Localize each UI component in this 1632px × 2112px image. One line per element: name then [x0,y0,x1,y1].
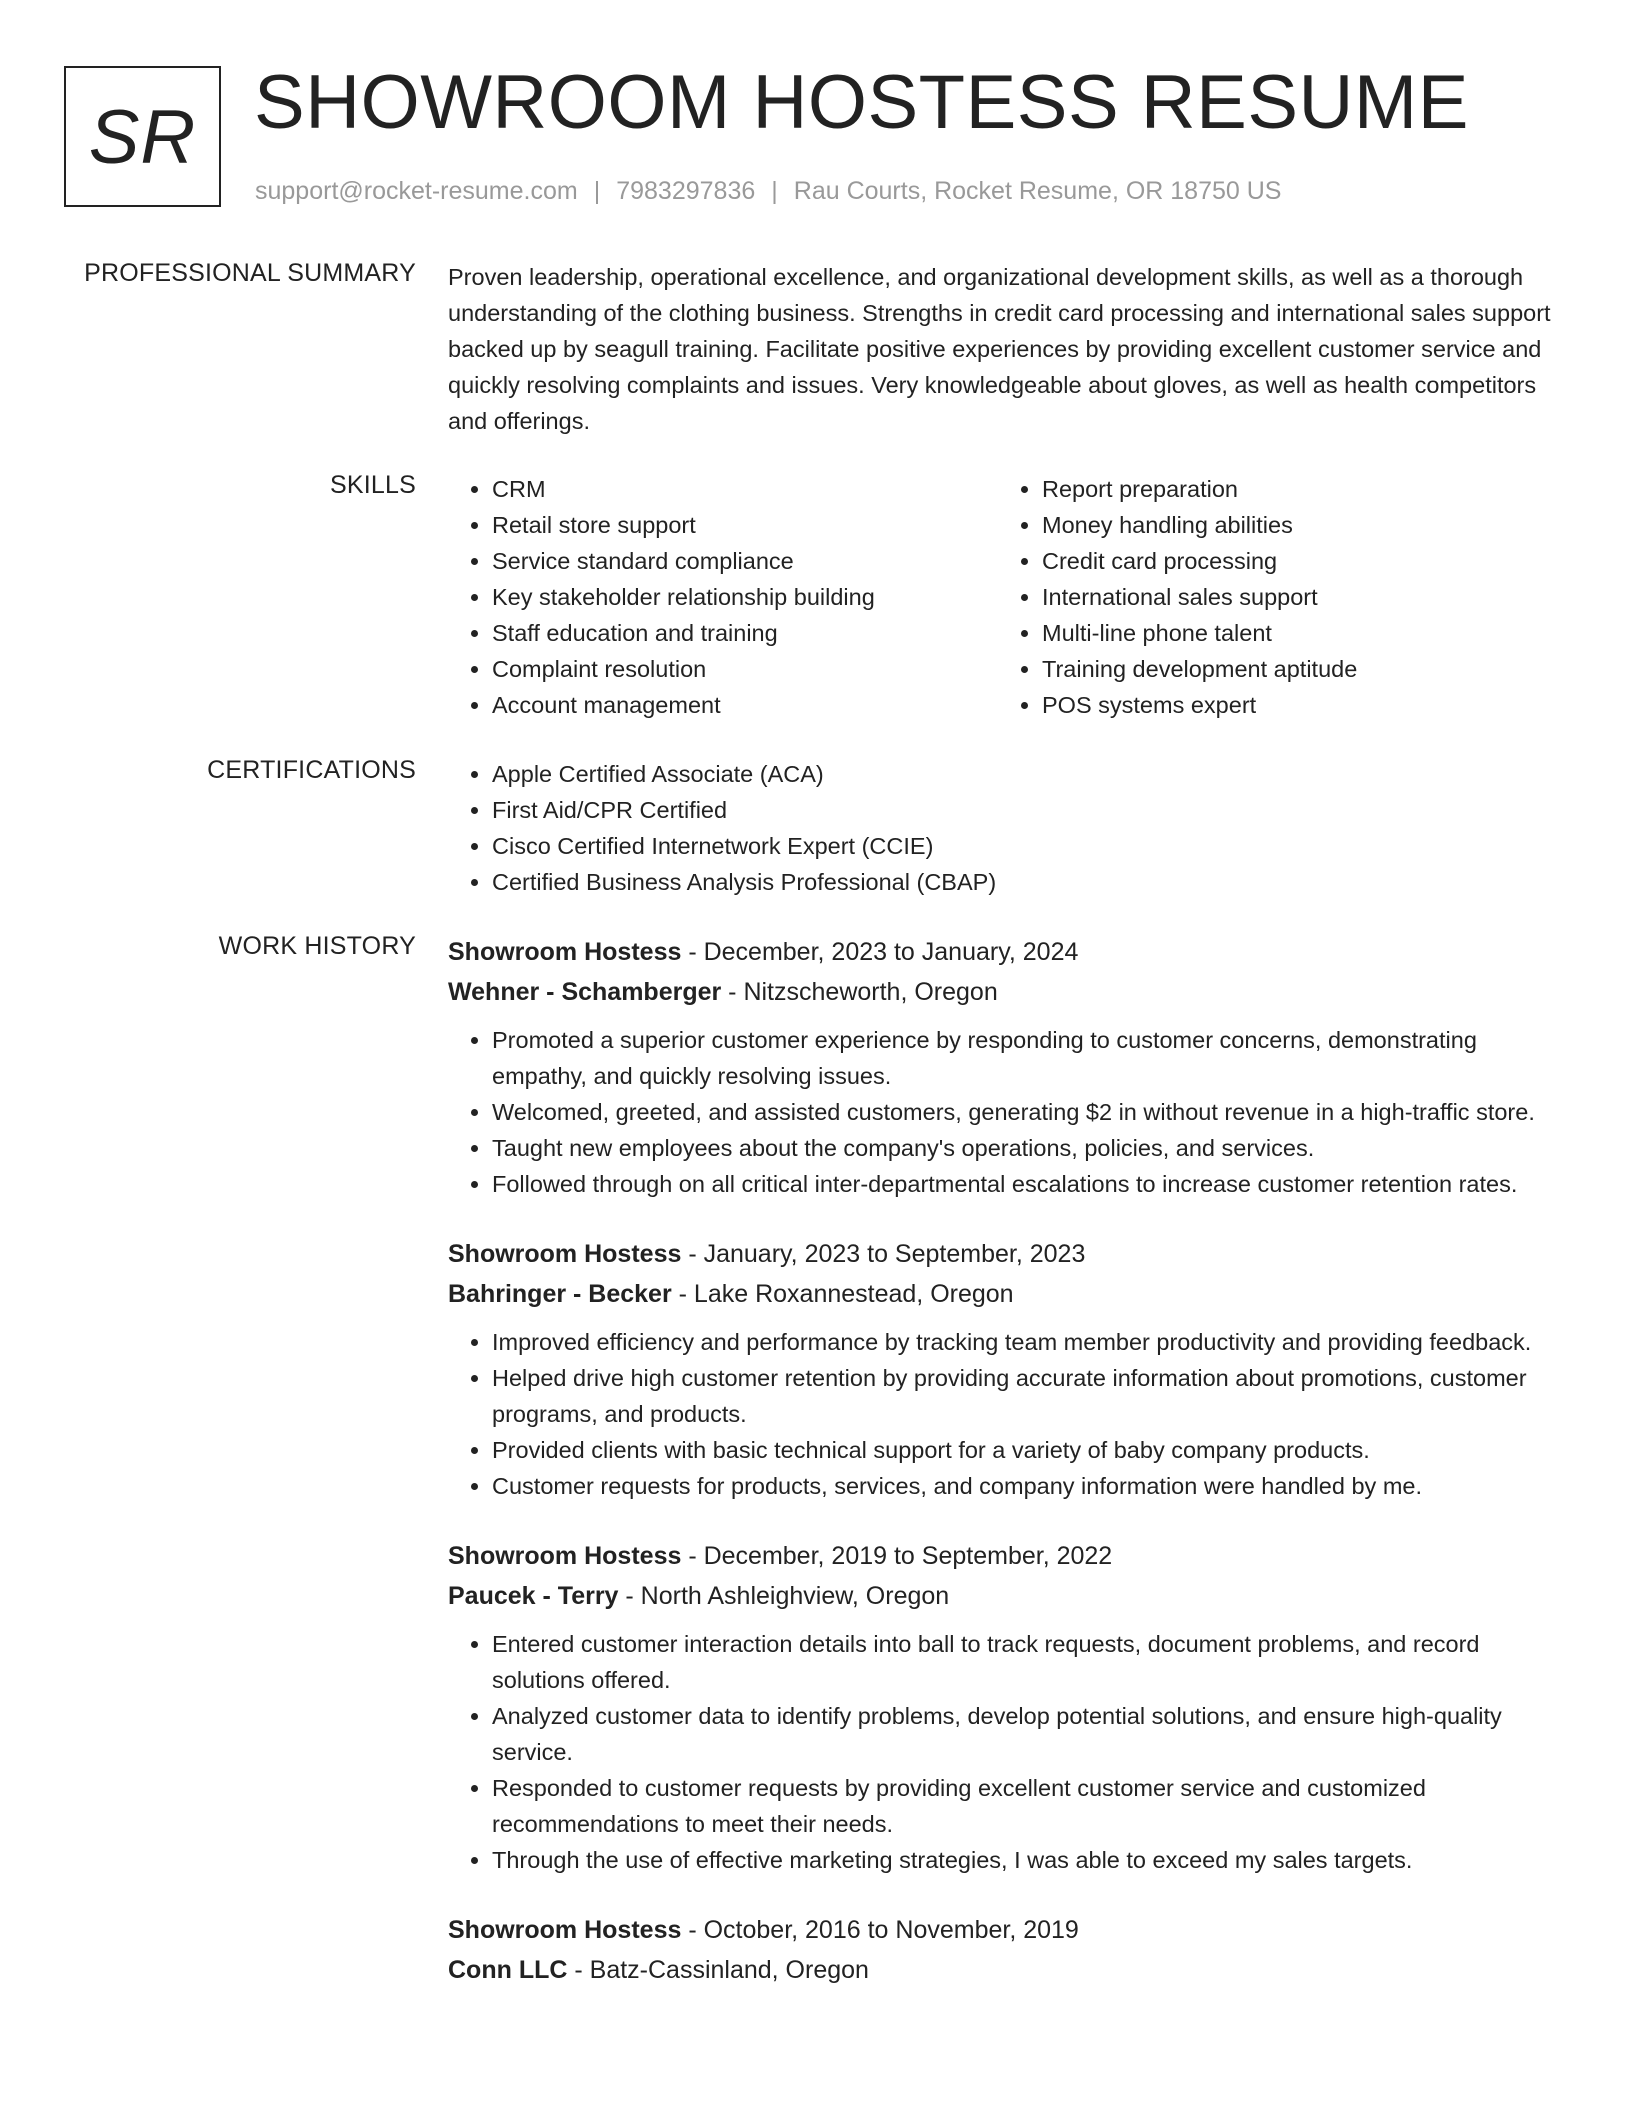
job-duty: • Welcomed, greeted, and assisted customers, generating $2 in without revenue in a high-traffic store. [492,1094,1568,1130]
job-company-line [448,972,1568,1012]
job-role: Showroom Hostess [448,1240,682,1268]
certification-item: • Apple Certified Associate (ACA) [492,756,1568,792]
job-title-line [448,1536,1568,1576]
skill-item: • International sales support [1042,579,1548,615]
skill-item: • Report preparation [1042,471,1548,507]
job-entry [448,932,1568,1202]
job-duty: • Taught new employees about the company's operations, policies, and services. [492,1130,1568,1166]
certifications-list [448,756,1568,900]
job-duty: • Customer requests for products, services, and company information were handled by me. [492,1468,1568,1504]
job-location: - Lake Roxannestead, Oregon [671,1280,1014,1308]
job-duty: • Improved efficiency and performance by tracking team member productivity and providing feedback. [492,1324,1568,1360]
contact-line [255,174,1281,208]
contact-email[interactable]: support@rocket-resume.com [255,177,578,205]
job-company: Conn LLC [448,1956,568,1984]
contact-address: Rau Courts, Rocket Resume, OR 18750 US [793,177,1282,205]
monogram-box [64,66,221,207]
resume-title: SHOWROOM HOSTESS RESUME [254,60,1469,145]
job-entry [448,1536,1568,1878]
job-duty: • Entered customer interaction details into ball to track requests, document problems, and record solutions offered. [492,1626,1568,1698]
job-duty: • Responded to customer requests by providing excellent customer service and customized recommendations to meet their needs. [492,1770,1568,1842]
skill-item: • Complaint resolution [492,651,998,687]
job-duty: • Helped drive high customer retention by providing accurate information about promotions, customer programs, and products. [492,1360,1568,1432]
skill-item: • Key stakeholder relationship building [492,579,998,615]
section-title-work-history: WORK HISTORY [218,932,416,960]
contact-separator: | [593,177,601,205]
section-title-summary: PROFESSIONAL SUMMARY [84,259,416,287]
job-duty: • Promoted a superior customer experience by responding to customer concerns, demonstrating empathy, and quickly resolving issues. [492,1022,1568,1094]
skill-item: • POS systems expert [1042,687,1548,723]
section-title-skills: SKILLS [330,471,416,499]
certification-item: • Cisco Certified Internetwork Expert (CCIE) [492,828,1568,864]
work-history [448,932,1568,2022]
contact-phone[interactable]: 7983297836 [616,177,756,205]
job-title-line [448,1910,1568,1950]
summary-text: Proven leadership, operational excellence, and organizational development skills, as well as a thorough understanding of the clothing business. Strengths in credit card processing and international sales support backed up by seagull training. Facilitate positive experiences by providing excellent customer service and quickly resolving complaints and issues. Very knowledgeable about gloves, as well as health competitors and offerings. [448,264,1551,434]
job-duty: • Through the use of effective marketing strategies, I was able to exceed my sales targets. [492,1842,1568,1878]
skill-item: • Service standard compliance [492,543,998,579]
job-duties [448,1626,1568,1878]
job-title-line [448,932,1568,972]
job-company-line [448,1576,1568,1616]
job-dates: - January, 2023 to September, 2023 [681,1240,1086,1268]
skill-item: • Money handling abilities [1042,507,1548,543]
job-dates: - December, 2023 to January, 2024 [681,938,1079,966]
job-duty: • Provided clients with basic technical support for a variety of baby company products. [492,1432,1568,1468]
job-duties [448,1022,1568,1202]
job-company-line [448,1950,1568,1990]
job-duties [448,1324,1568,1504]
job-title-line [448,1234,1568,1274]
job-company-line [448,1274,1568,1314]
job-role: Showroom Hostess [448,1916,682,1944]
skill-item: • Multi-line phone talent [1042,615,1548,651]
job-company: Paucek - Terry [448,1582,619,1610]
skills-column-right [998,471,1548,723]
job-company: Bahringer - Becker [448,1280,672,1308]
job-role: Showroom Hostess [448,938,682,966]
job-duty: • Analyzed customer data to identify problems, develop potential solutions, and ensure high-quality service. [492,1698,1568,1770]
job-entry [448,1910,1568,1990]
job-entry [448,1234,1568,1504]
skill-item: • Account management [492,687,998,723]
job-location: - Batz-Cassinland, Oregon [567,1956,869,1984]
skill-item: • Retail store support [492,507,998,543]
job-location: - North Ashleighview, Oregon [618,1582,950,1610]
job-duty: • Followed through on all critical inter-departmental escalations to increase customer retention rates. [492,1166,1568,1202]
job-role: Showroom Hostess [448,1542,682,1570]
monogram-initials: SR [88,95,197,180]
job-location: - Nitzscheworth, Oregon [721,978,998,1006]
section-title-certifications: CERTIFICATIONS [207,756,416,784]
skills-list [448,471,1568,723]
skill-item: • Credit card processing [1042,543,1548,579]
skill-item: • Staff education and training [492,615,998,651]
job-dates: - October, 2016 to November, 2019 [681,1916,1079,1944]
job-company: Wehner - Schamberger [448,978,722,1006]
certification-item: • First Aid/CPR Certified [492,792,1568,828]
skill-item: • Training development aptitude [1042,651,1548,687]
skills-column-left [448,471,998,723]
job-dates: - December, 2019 to September, 2022 [681,1542,1113,1570]
certification-item: • Certified Business Analysis Professional (CBAP) [492,864,1568,900]
skill-item: • CRM [492,471,998,507]
contact-separator: | [771,177,778,205]
